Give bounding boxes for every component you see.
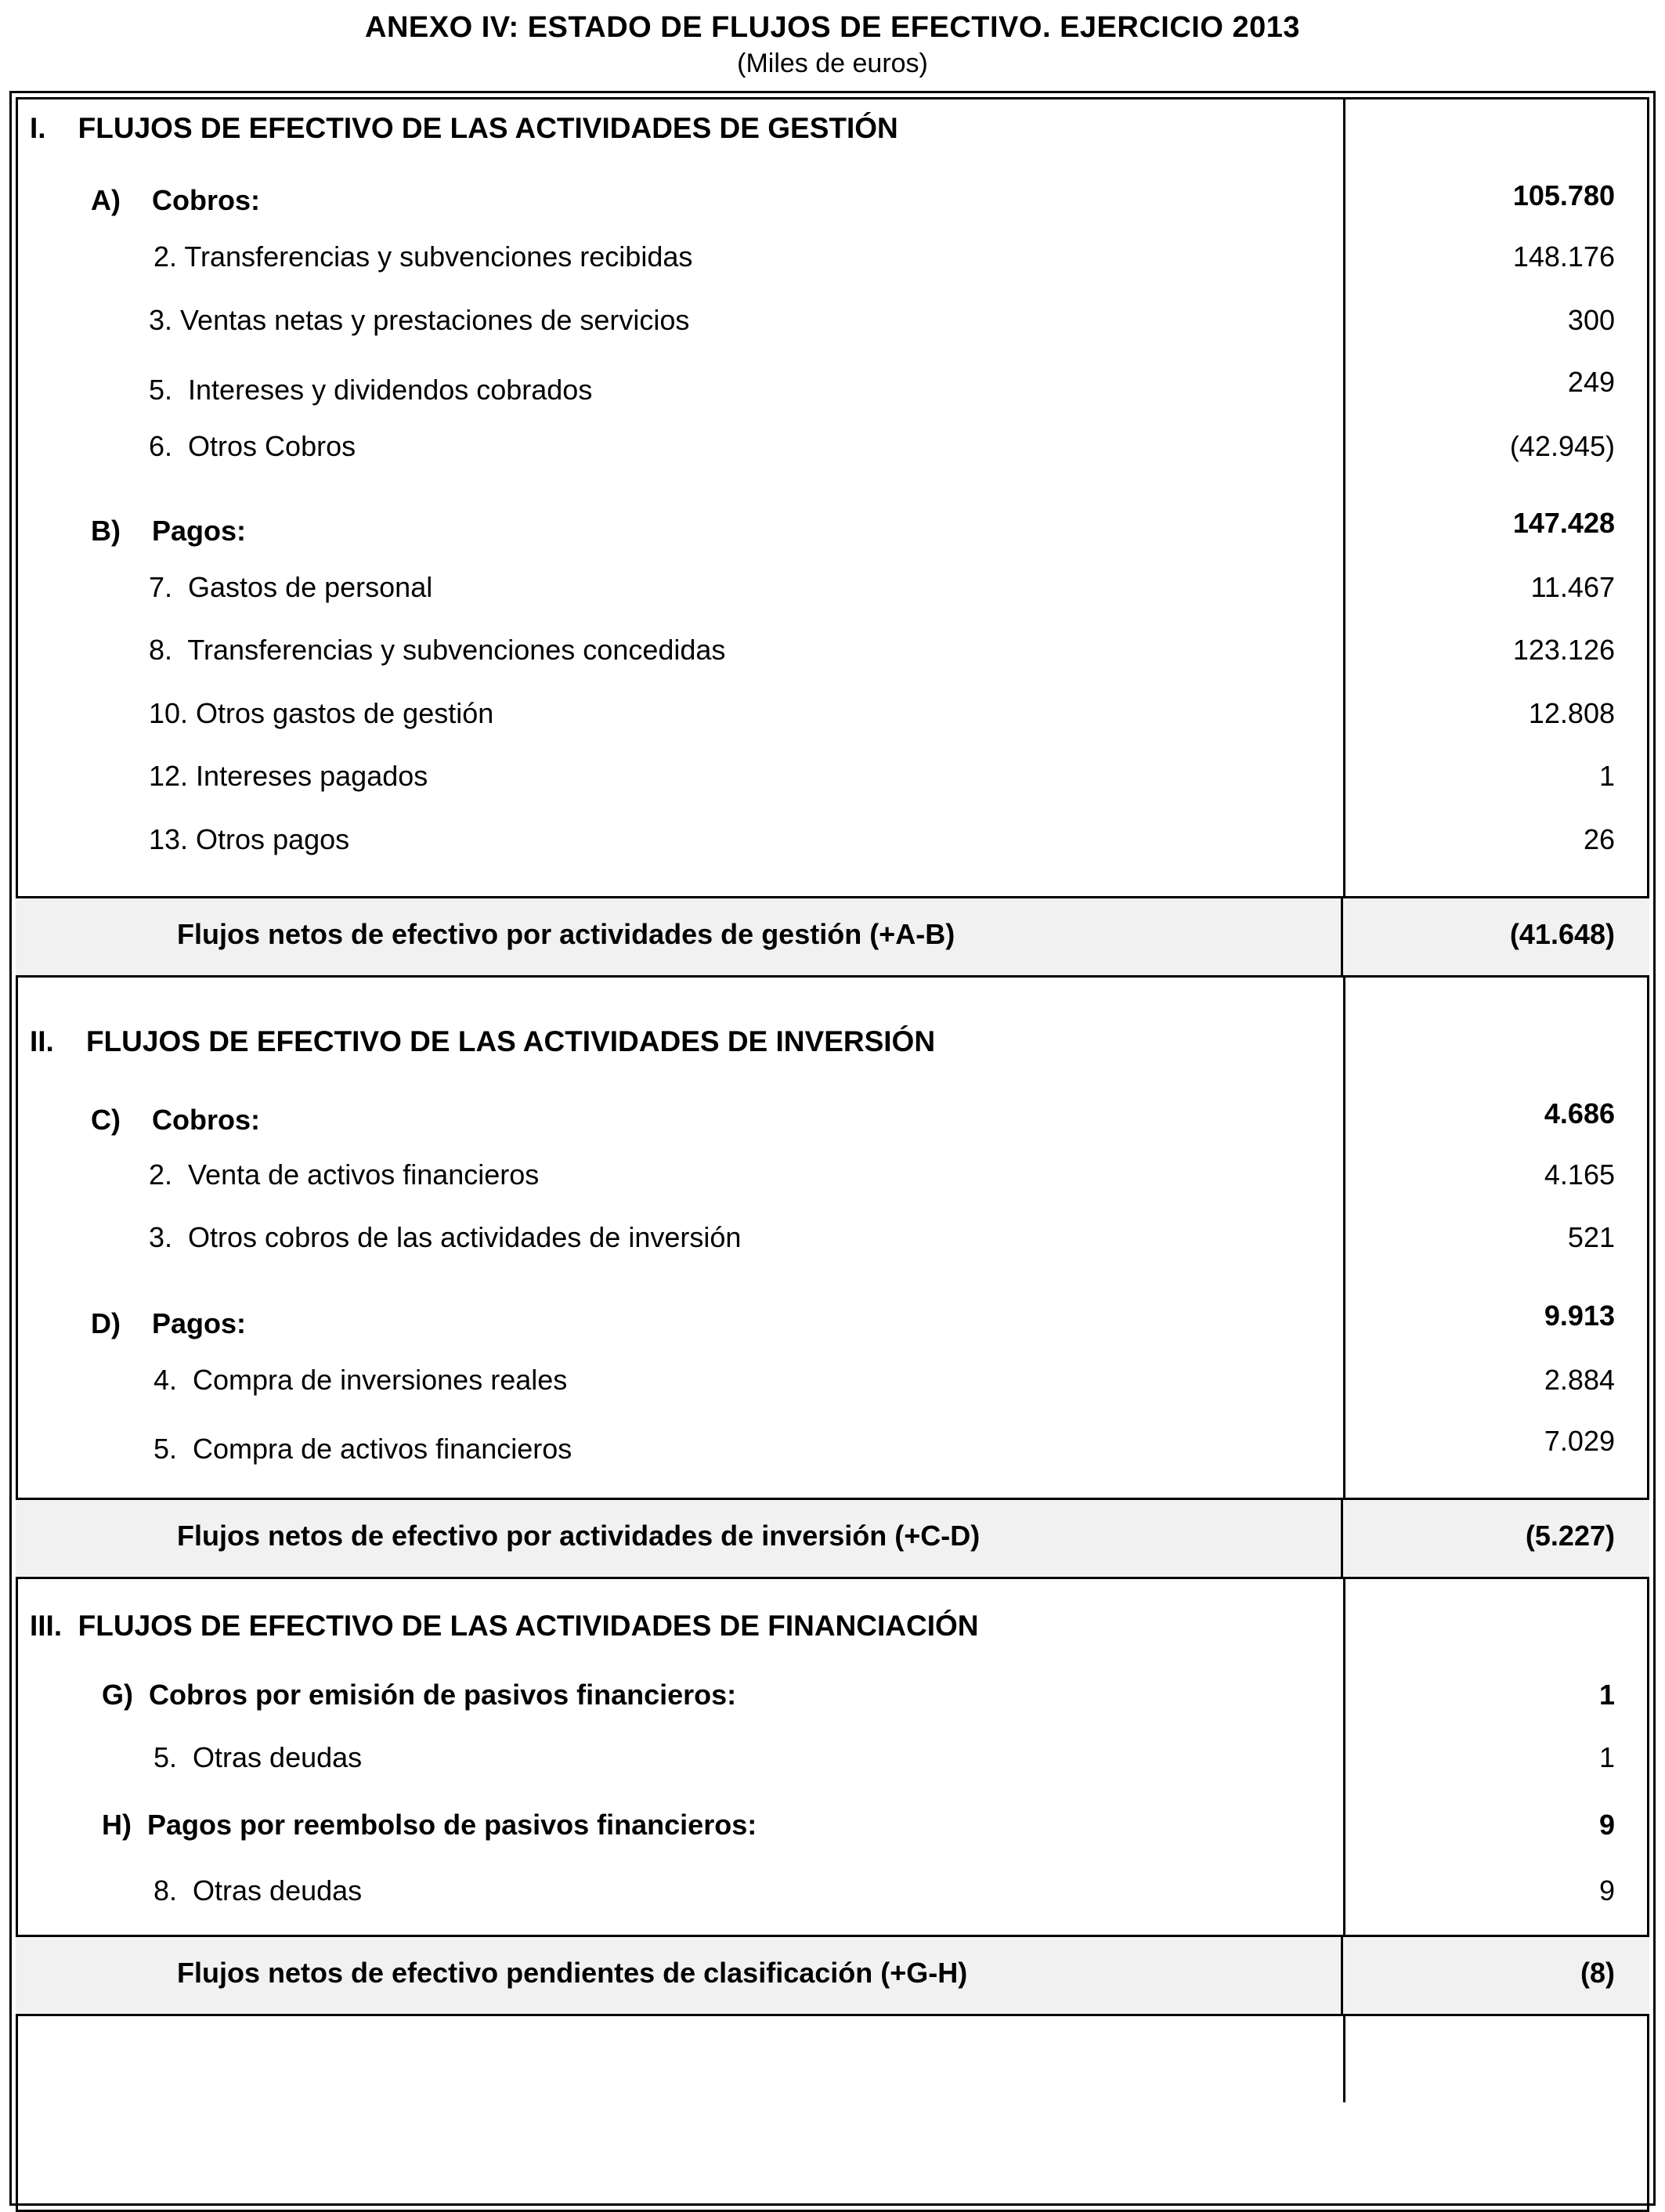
total-label: Flujos netos de efectivo por actividades de gestión (+A-B) bbox=[177, 918, 955, 950]
line-item-row bbox=[16, 238, 1649, 276]
section-heading: II. FLUJOS DE EFECTIVO DE LAS ACTIVIDADES DE INVERSIÓN bbox=[30, 1025, 936, 1057]
column-divider bbox=[1341, 1937, 1343, 2014]
line-item-value: (42.945) bbox=[1509, 430, 1615, 462]
line-item-row bbox=[16, 1425, 1649, 1468]
line-item-value: 2.884 bbox=[1544, 1364, 1615, 1396]
line-item-value: 4.165 bbox=[1544, 1158, 1615, 1191]
line-item-value: 11.467 bbox=[1530, 571, 1615, 603]
group-row bbox=[16, 507, 1649, 550]
section-heading-row bbox=[16, 1023, 1649, 1061]
group-label: D) Pagos: bbox=[91, 1307, 247, 1339]
group-value: 4.686 bbox=[1544, 1097, 1615, 1129]
line-item-value: 9 bbox=[1598, 1874, 1615, 1907]
line-item-label: 5. Compra de activos financieros bbox=[153, 1433, 572, 1465]
line-item-label: 7. Gastos de personal bbox=[149, 571, 433, 603]
section-heading: III. FLUJOS DE EFECTIVO DE LAS ACTIVIDADES DE FINANCIACIÓN bbox=[30, 1610, 979, 1642]
group-label: A) Cobros: bbox=[91, 184, 260, 216]
column-divider bbox=[1341, 898, 1343, 975]
group-value: 9 bbox=[1598, 1809, 1615, 1841]
line-item-row bbox=[16, 631, 1649, 669]
section-heading-row bbox=[16, 1607, 1649, 1645]
line-item-row bbox=[16, 1219, 1649, 1256]
line-item-value: 521 bbox=[1567, 1221, 1615, 1253]
line-item-value: 249 bbox=[1567, 366, 1615, 398]
column-divider bbox=[1341, 1500, 1343, 1577]
line-item-label: 5. Intereses y dividendos cobrados bbox=[149, 374, 593, 406]
group-row bbox=[16, 179, 1649, 219]
line-item-value: 12.808 bbox=[1528, 697, 1615, 729]
total-value: (8) bbox=[1580, 1957, 1615, 1989]
group-row bbox=[16, 1299, 1649, 1343]
line-item-row bbox=[16, 428, 1649, 465]
line-item-row bbox=[16, 695, 1649, 732]
line-item-label: 10. Otros gastos de gestión bbox=[149, 697, 494, 729]
line-item-value: 300 bbox=[1567, 304, 1615, 336]
line-item-row bbox=[16, 569, 1649, 606]
line-item-row bbox=[16, 757, 1649, 795]
line-item-label: 3. Otros cobros de las actividades de inversión bbox=[149, 1221, 742, 1253]
line-item-row bbox=[16, 366, 1649, 409]
line-item-value: 148.176 bbox=[1512, 240, 1615, 273]
line-item-row bbox=[16, 1361, 1649, 1399]
group-value: 1 bbox=[1598, 1679, 1615, 1711]
total-row bbox=[16, 896, 1649, 978]
line-item-row bbox=[16, 302, 1649, 339]
line-item-label: 8. Otras deudas bbox=[153, 1874, 363, 1907]
line-item-label: 6. Otros Cobros bbox=[149, 430, 356, 462]
line-item-row bbox=[16, 1872, 1649, 1910]
total-value: (5.227) bbox=[1525, 1520, 1615, 1552]
total-row bbox=[16, 1498, 1649, 1579]
line-item-row bbox=[16, 821, 1649, 858]
group-value: 147.428 bbox=[1512, 507, 1615, 539]
group-label: H) Pagos por reembolso de pasivos financieros: bbox=[102, 1809, 757, 1841]
group-value: 9.913 bbox=[1544, 1299, 1615, 1332]
line-item-label: 2. Venta de activos financieros bbox=[149, 1158, 540, 1191]
section-heading: I. FLUJOS DE EFECTIVO DE LAS ACTIVIDADES DE GESTIÓN bbox=[30, 112, 898, 144]
line-item-label: 3. Ventas netas y prestaciones de servicios bbox=[149, 304, 690, 336]
line-item-label: 4. Compra de inversiones reales bbox=[153, 1364, 568, 1396]
line-item-label: 12. Intereses pagados bbox=[149, 760, 428, 792]
total-label: Flujos netos de efectivo pendientes de clasificación (+G-H) bbox=[177, 1957, 968, 1989]
line-item-value: 26 bbox=[1583, 823, 1615, 855]
group-label: G) Cobros por emisión de pasivos financieros: bbox=[102, 1679, 737, 1711]
total-row bbox=[16, 1935, 1649, 2016]
line-item-value: 1 bbox=[1598, 760, 1615, 792]
line-item-label: 8. Transferencias y subvenciones concedidas bbox=[149, 634, 726, 666]
group-label: C) Cobros: bbox=[91, 1104, 260, 1136]
line-item-label: 5. Otras deudas bbox=[153, 1741, 363, 1773]
group-row bbox=[16, 1676, 1649, 1714]
line-item-value: 1 bbox=[1598, 1741, 1615, 1773]
total-label: Flujos netos de efectivo por actividades de inversión (+C-D) bbox=[177, 1520, 981, 1552]
document-subtitle: (Miles de euros) bbox=[737, 49, 928, 78]
line-item-label: 13. Otros pagos bbox=[149, 823, 350, 855]
section-heading-row bbox=[16, 110, 1649, 147]
group-label: B) Pagos: bbox=[91, 515, 247, 547]
line-item-row bbox=[16, 1739, 1649, 1776]
line-item-value: 7.029 bbox=[1544, 1425, 1615, 1457]
line-item-label: 2. Transferencias y subvenciones recibidas bbox=[153, 240, 693, 273]
line-item-row bbox=[16, 1156, 1649, 1194]
group-row bbox=[16, 1097, 1649, 1139]
group-value: 105.780 bbox=[1512, 179, 1615, 211]
document-title: ANEXO IV: ESTADO DE FLUJOS DE EFECTIVO. EJERCICIO 2013 bbox=[365, 11, 1300, 44]
line-item-value: 123.126 bbox=[1512, 634, 1615, 666]
group-row bbox=[16, 1806, 1649, 1844]
total-value: (41.648) bbox=[1509, 918, 1615, 950]
